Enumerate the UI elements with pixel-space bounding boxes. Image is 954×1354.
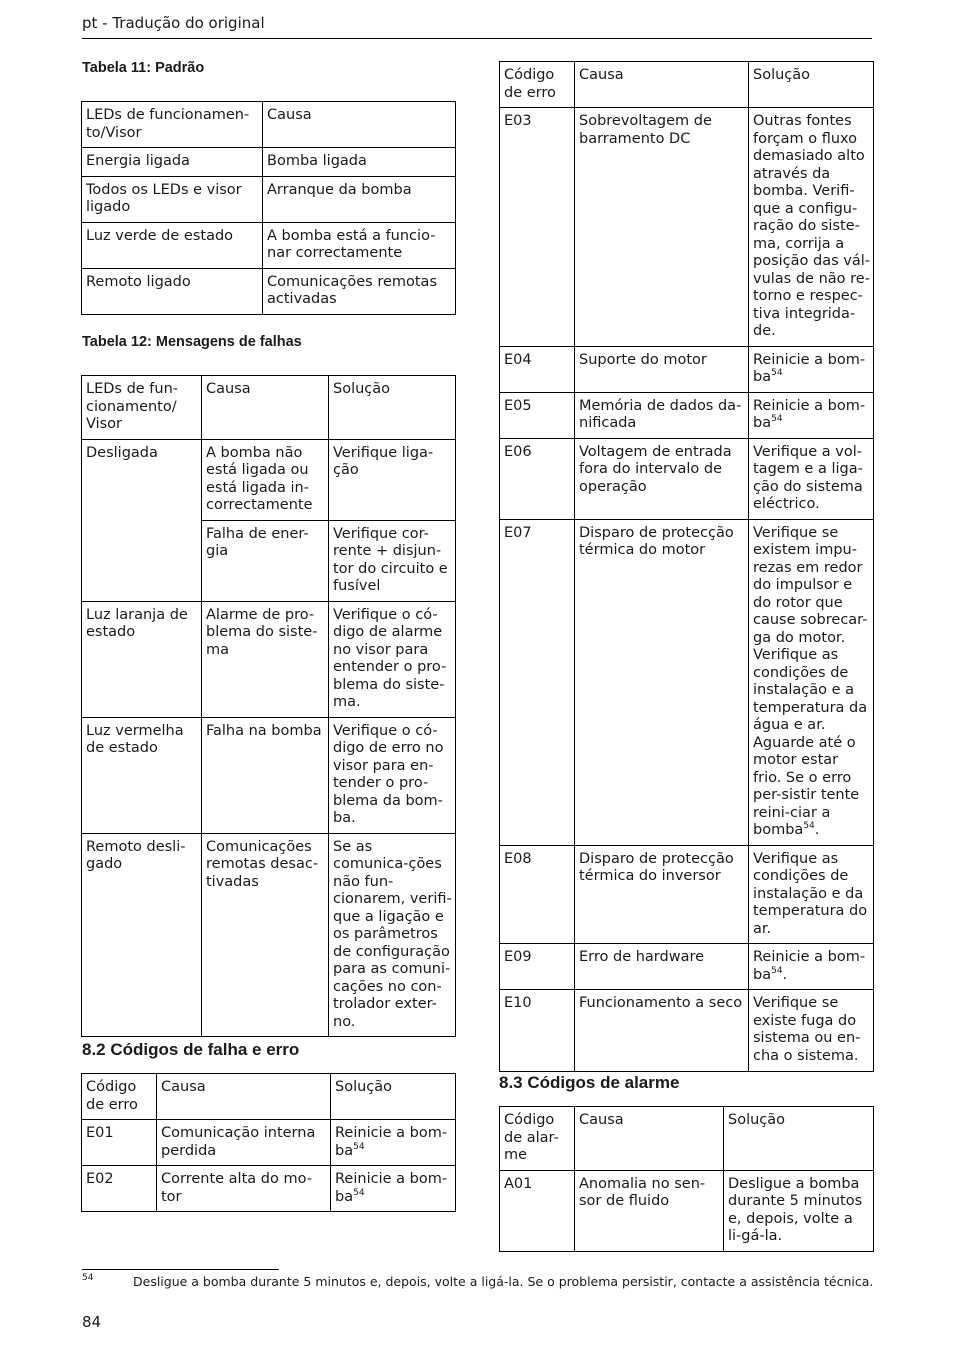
- table-cell: Alarme de pro-blema do siste-ma: [202, 601, 329, 717]
- table-row: [500, 346, 874, 392]
- table-cell: A bomba não está ligada ou está ligada in-correctamente: [202, 439, 329, 520]
- error-cause: Sobrevoltagem de barramento DC: [575, 108, 749, 347]
- error-cause: Suporte do motor: [575, 346, 749, 392]
- table-cell: Falha de ener-gia: [202, 520, 329, 601]
- table-row: [82, 717, 456, 833]
- solution-text: Verifique se existe fuga do sistema ou en-cha o sistema.: [753, 995, 861, 1064]
- header-cell: Código de erro: [500, 62, 575, 108]
- error-solution: [749, 519, 874, 845]
- error-cause: Disparo de protecção térmica do inversor: [575, 845, 749, 944]
- error-code: E09: [500, 944, 575, 990]
- error-cause: Corrente alta do mo-tor: [157, 1166, 331, 1212]
- table-cell: Verifique o có-digo de alarme no visor para entender o pro-blema do siste-ma.: [329, 601, 456, 717]
- table-cell: Luz laranja de estado: [82, 601, 202, 717]
- error-code: E01: [82, 1120, 157, 1166]
- alarm-codes-table: [499, 1106, 874, 1252]
- error-solution: [749, 990, 874, 1072]
- table-row: [500, 944, 874, 990]
- error-code: E08: [500, 845, 575, 944]
- alarm-code: A01: [500, 1170, 575, 1251]
- solution-text: Reinicie a bom-ba: [335, 1125, 448, 1159]
- solution-text: Outras fontes forçam o fluxo demasiado alto através da bomba. Verifi-que a configu-ração do siste-ma, corrija a posição das vál-vulas de não re-torno e respec-tiva integrida-de.: [753, 113, 870, 339]
- alarm-solution: Desligue a bomba durante 5 minutos e, depois, volte a li-gá-la.: [724, 1170, 874, 1251]
- table-row: [500, 845, 874, 944]
- table-12-caption: Tabela 12: Mensagens de falhas: [82, 334, 302, 350]
- table-row: [82, 601, 456, 717]
- table-cell: Bomba ligada: [263, 148, 456, 177]
- table-row: [500, 1170, 874, 1251]
- table-cell: Energia ligada: [82, 148, 263, 177]
- header-cell: LEDs de fun-cionamento/ Visor: [82, 376, 202, 440]
- table-cell: Todos os LEDs e visor ligado: [82, 176, 263, 222]
- alarm-cause: Anomalia no sen-sor de fluido: [575, 1170, 724, 1251]
- table-cell: Comunicações remotas activadas: [263, 268, 456, 314]
- header-cell: Solução: [724, 1107, 874, 1171]
- footnote-ref: 54: [771, 368, 783, 379]
- solution-text: Reinicie a bom-ba: [753, 949, 866, 983]
- section-8-3-title: 8.3 Códigos de alarme: [499, 1073, 680, 1092]
- header-cell: Causa: [263, 102, 456, 148]
- table-11: [81, 101, 456, 315]
- table-12: [81, 375, 456, 1037]
- header-cell: Solução: [749, 62, 874, 108]
- solution-text: Reinicie a bom-ba: [753, 397, 866, 431]
- section-8-2-title: 8.2 Códigos de falha e erro: [82, 1040, 300, 1059]
- table-cell: Verifique liga-ção: [329, 439, 456, 520]
- table-header-row: [500, 1107, 874, 1171]
- page-header: pt - Tradução do original: [82, 14, 872, 39]
- error-cause: Memória de dados da-nificada: [575, 392, 749, 438]
- error-code: E07: [500, 519, 575, 845]
- table-cell: Remoto desli-gado: [82, 833, 202, 1037]
- error-cause: Voltagem de entrada fora do intervalo de operação: [575, 438, 749, 519]
- error-cause: Disparo de protecção térmica do motor: [575, 519, 749, 845]
- error-code: E03: [500, 108, 575, 347]
- error-cause: Funcionamento a seco: [575, 990, 749, 1072]
- solution-text: Verifique as condições de instalação e da temperatura do ar.: [753, 850, 868, 937]
- solution-text: Reinicie a bom-ba: [753, 351, 866, 385]
- table-row: [82, 268, 456, 314]
- header-cell: Causa: [575, 1107, 724, 1171]
- header-cell: Código de erro: [82, 1074, 157, 1120]
- table-header-row: [82, 102, 456, 148]
- table-row: [500, 392, 874, 438]
- error-codes-table-a: [81, 1073, 456, 1212]
- header-cell: Causa: [157, 1074, 331, 1120]
- table-header-row: [82, 376, 456, 440]
- table-row: [500, 519, 874, 845]
- error-cause: Erro de hardware: [575, 944, 749, 990]
- table-cell: Desligada: [82, 439, 202, 601]
- error-code: E02: [82, 1166, 157, 1212]
- table-cell: A bomba está a funcio-nar correctamente: [263, 222, 456, 268]
- table-cell: Comunicações remotas desac-tivadas: [202, 833, 329, 1037]
- table-cell: Luz verde de estado: [82, 222, 263, 268]
- header-cell: LEDs de funcionamen-to/Visor: [82, 102, 263, 148]
- error-code: E04: [500, 346, 575, 392]
- error-codes-table-b: [499, 61, 874, 1072]
- header-cell: Causa: [575, 62, 749, 108]
- error-solution: [331, 1166, 456, 1212]
- table-row: [82, 176, 456, 222]
- header-cell: Solução: [331, 1074, 456, 1120]
- solution-text: Verifique a vol-tagem e a liga-ção do sistema eléctrico.: [753, 443, 863, 512]
- table-row: [82, 1120, 456, 1166]
- table-cell: Se as comunica-ções não fun-cionarem, verifi-que a ligação e os parâmetros de configuração para as comuni-cações no con-trolador exter-no.: [329, 833, 456, 1037]
- table-cell: Remoto ligado: [82, 268, 263, 314]
- footnote-ref: 54: [353, 1141, 365, 1152]
- table-cell: Verifique o có-digo de erro no visor para en-tender o pro-blema da bom-ba.: [329, 717, 456, 833]
- table-header-row: [82, 1074, 456, 1120]
- header-cell: Solução: [329, 376, 456, 440]
- error-solution: [331, 1120, 456, 1166]
- solution-text: Reinicie a bom-ba: [335, 1171, 448, 1205]
- table-cell: Verifique cor-rente + disjun-tor do circuito e fusível: [329, 520, 456, 601]
- error-code: E06: [500, 438, 575, 519]
- error-solution: [749, 392, 874, 438]
- error-solution: [749, 108, 874, 347]
- header-cell: Causa: [202, 376, 329, 440]
- solution-suffix: .: [782, 966, 788, 983]
- solution-text: Verifique se existem impu-rezas em redor do impulsor e do rotor que cause sobrecar-ga do motor. Verifique as condições de instalação e a temperatura da água e ar. Aguarde até o motor estar frio. Se o erro per-sistir tente reini-ciar a bomba: [753, 524, 868, 838]
- footnote-ref: 54: [771, 965, 783, 976]
- table-cell: Arranque da bomba: [263, 176, 456, 222]
- footnote-ref: 54: [771, 414, 783, 425]
- table-row: [82, 148, 456, 177]
- footnote-text: Desligue a bomba durante 5 minutos e, depois, volte a ligá-la. Se o problema persistir, contacte a assistência técnica.: [133, 1274, 874, 1289]
- footnote-ref: 54: [353, 1187, 365, 1198]
- error-cause: Comunicação interna perdida: [157, 1120, 331, 1166]
- error-code: E10: [500, 990, 575, 1072]
- table-11-caption: Tabela 11: Padrão: [82, 60, 205, 76]
- page-number: 84: [82, 1313, 102, 1331]
- table-cell: Luz vermelha de estado: [82, 717, 202, 833]
- table-header-row: [500, 62, 874, 108]
- table-row: [82, 439, 456, 520]
- table-cell: Falha na bomba: [202, 717, 329, 833]
- footnote-ref: 54: [803, 821, 815, 832]
- footnote-divider: [82, 1269, 279, 1270]
- header-cell: Código de alar-me: [500, 1107, 575, 1171]
- table-row: [500, 990, 874, 1072]
- footnote-number: 54: [82, 1273, 94, 1283]
- table-row: [82, 1166, 456, 1212]
- table-row: [500, 438, 874, 519]
- table-row: [82, 222, 456, 268]
- solution-suffix: .: [814, 822, 820, 838]
- error-solution: [749, 346, 874, 392]
- table-row: [82, 833, 456, 1037]
- error-solution: [749, 438, 874, 519]
- error-code: E05: [500, 392, 575, 438]
- error-solution: [749, 944, 874, 990]
- table-row: [500, 108, 874, 347]
- error-solution: [749, 845, 874, 944]
